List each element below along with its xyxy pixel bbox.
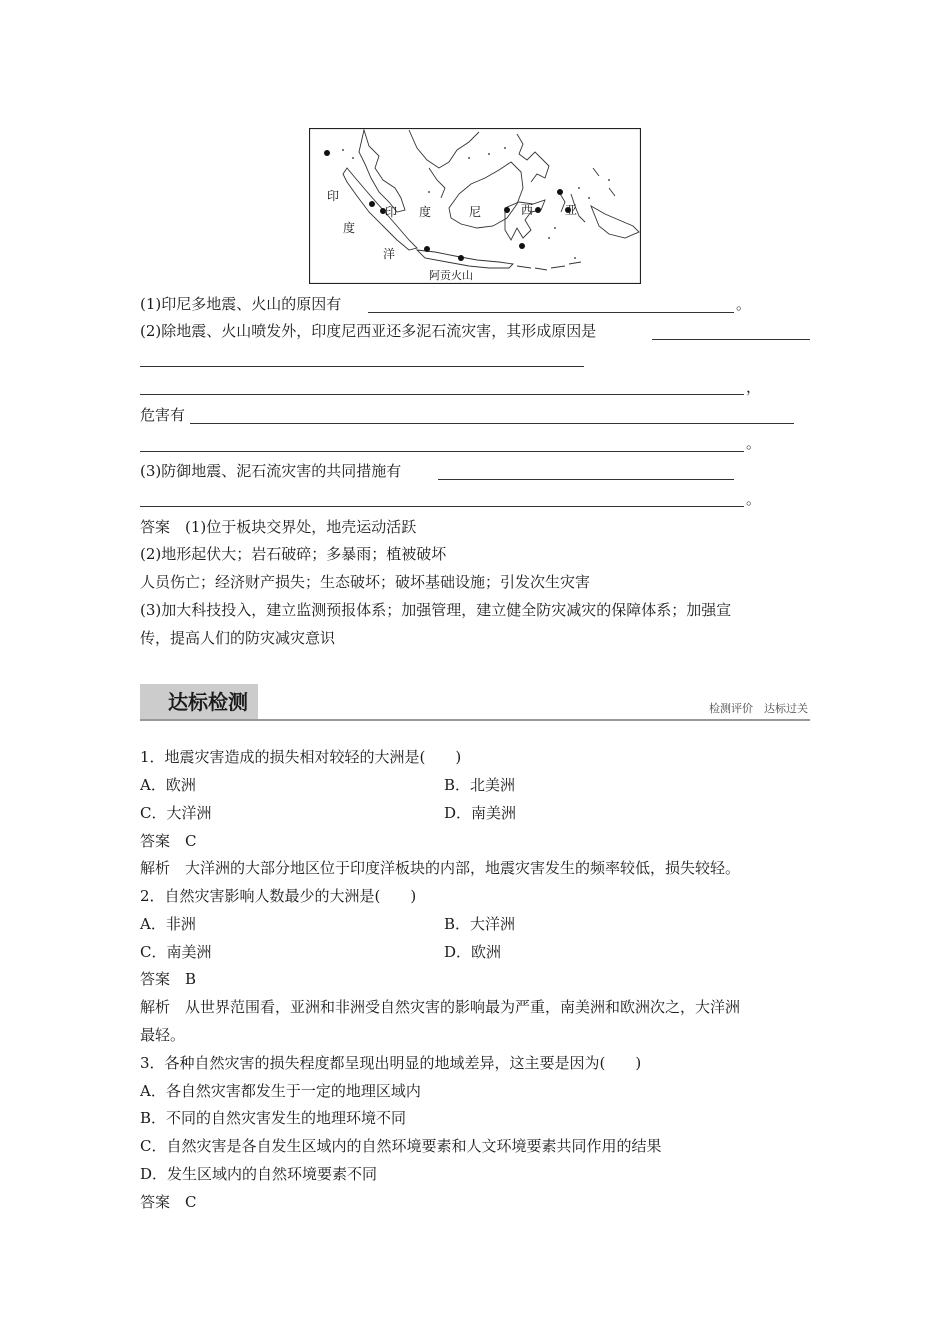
- question-1: (1)印尼多地震、火山的原因有: [140, 295, 342, 313]
- answer-line-5: 传，提高人们的防灾减灾意识: [140, 629, 336, 647]
- question-1-end: 。: [736, 295, 752, 313]
- mc-q3-option-d: D．发生区域内的自然环境要素不同: [140, 1165, 378, 1183]
- mc-q1-answer: 答案 C: [140, 832, 197, 850]
- mc-q2-option-a: A．非洲: [140, 915, 196, 933]
- mc-question-3: 3．各种自然灾害的损失程度都呈现出明显的地域差异，这主要是因为( ): [140, 1054, 642, 1072]
- mc-q3-option-a: A．各自然灾害都发生于一定的地理区域内: [140, 1082, 421, 1100]
- answer-blank-3b[interactable]: [140, 506, 744, 507]
- question-2-comma: ，: [746, 378, 762, 396]
- map-label-country-4: 西: [521, 203, 534, 217]
- question-3: (3)防御地震、泥石流灾害的共同措施有: [140, 462, 402, 480]
- map-label-country-1: 印: [385, 205, 398, 219]
- map-label-ocean-3: 洋: [383, 247, 396, 261]
- section-title: 达标检测: [168, 690, 248, 714]
- mc-q3-answer: 答案 C: [140, 1193, 197, 1211]
- mc-q1-explanation: 解析 大洋洲的大部分地区位于印度洋板块的内部，地震灾害发生的频率较低，损失较轻。: [140, 859, 741, 877]
- mc-q2-option-b: B．大洋洲: [444, 915, 516, 933]
- mc-q2-option-d: D．欧洲: [444, 943, 502, 961]
- answer-blank-2c[interactable]: [140, 394, 744, 395]
- map-label-ocean-1: 印: [327, 189, 340, 203]
- mc-q2-explanation-1: 解析 从世界范围看，亚洲和非洲受自然灾害的影响最为严重，南美洲和欧洲次之，大洋洲: [140, 998, 741, 1016]
- mc-q2-option-c: C．南美洲: [140, 943, 212, 961]
- answer-blank-3a[interactable]: [438, 479, 734, 480]
- answer-blank-2a[interactable]: [652, 339, 810, 340]
- map-graphic: [309, 128, 641, 284]
- mc-q1-option-c: C．大洋洲: [140, 804, 212, 822]
- answer-blank-2e[interactable]: [140, 451, 744, 452]
- section-divider: [140, 719, 810, 721]
- question-2-end: 。: [746, 434, 762, 452]
- map-label-country-3: 尼: [469, 205, 482, 219]
- map-label-country-5: 亚: [565, 203, 578, 217]
- question-2-harm: 危害有: [140, 406, 186, 424]
- answer-line-2: (2)地形起伏大；岩石破碎；多暴雨；植被破坏: [140, 545, 447, 563]
- mc-q2-answer: 答案 B: [140, 970, 197, 988]
- question-2: (2)除地震、火山喷发外，印度尼西亚还多泥石流灾害，其形成原因是: [140, 322, 597, 340]
- mc-q1-option-d: D．南美洲: [444, 804, 517, 822]
- answer-blank-2d[interactable]: [190, 423, 794, 424]
- answer-line-1: 答案 (1)位于板块交界处，地壳运动活跃: [140, 518, 417, 536]
- mc-q3-option-b: B．不同的自然灾害发生的地理环境不同: [140, 1109, 407, 1127]
- answer-blank-2b[interactable]: [140, 366, 584, 367]
- map-label-volcano: 阿贡火山: [429, 269, 473, 282]
- mc-q2-explanation-2: 最轻。: [140, 1026, 186, 1044]
- mc-question-1: 1．地震灾害造成的损失相对较轻的大洲是( ): [140, 748, 462, 766]
- section-subtitle: 检测评价 达标过关: [709, 702, 808, 715]
- mc-question-2: 2．自然灾害影响人数最少的大洲是( ): [140, 887, 417, 905]
- indonesia-map: [309, 128, 641, 284]
- map-label-country-2: 度: [419, 205, 432, 219]
- answer-line-4: (3)加大科技投入，建立监测预报体系；加强管理，建立健全防灾减灾的保障体系；加强宣: [140, 601, 732, 619]
- question-3-end: 。: [746, 490, 762, 508]
- answer-blank-1[interactable]: [368, 312, 734, 313]
- mc-q1-option-a: A．欧洲: [140, 776, 196, 794]
- mc-q1-option-b: B．北美洲: [444, 776, 516, 794]
- mc-q3-option-c: C．自然灾害是各自发生区域内的自然环境要素和人文环境要素共同作用的结果: [140, 1137, 662, 1155]
- answer-line-3: 人员伤亡；经济财产损失；生态破坏；破坏基础设施；引发次生灾害: [140, 573, 591, 591]
- map-label-ocean-2: 度: [343, 221, 356, 235]
